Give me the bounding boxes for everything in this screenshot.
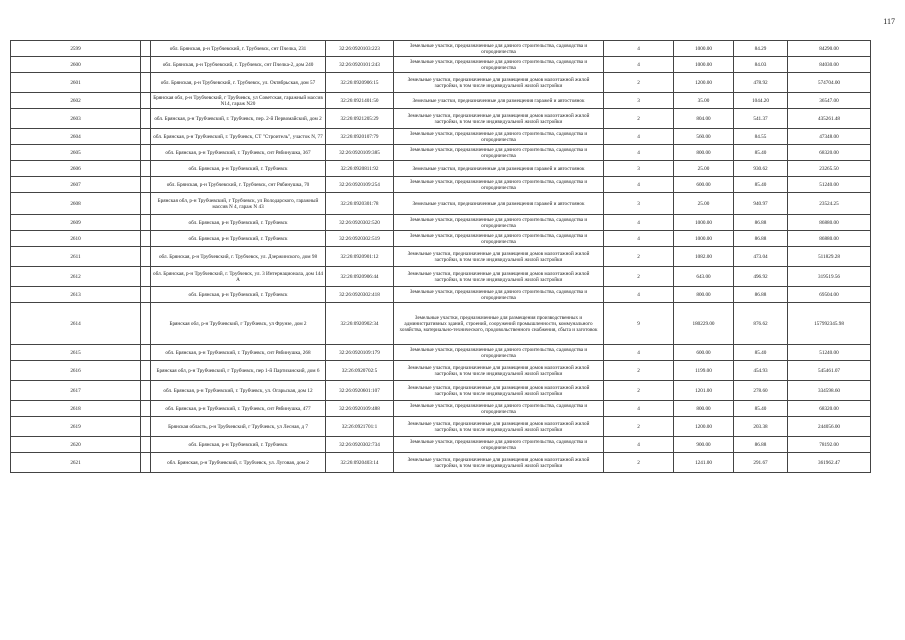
cadastral-number-cell: 32:26:0920301:78 [326, 193, 394, 215]
cadastral-value-cell: 68320.00 [788, 145, 871, 161]
group-number-cell: 4 [604, 401, 674, 417]
address-cell: обл. Брянская, р-н Трубчевский, г. Трубчевск, пер. 2-й Первомайский, дом 2 [151, 109, 326, 129]
land-use-type-cell: Земельные участки, предназначенные для дачного строительства, садоводства и огородничества [394, 231, 604, 247]
cadastral-value-cell: 84290.00 [788, 41, 871, 57]
cadastral-number-cell: 32:26:0920403:14 [326, 453, 394, 473]
row-number-cell: 2618 [11, 401, 141, 417]
spacer-cell [141, 57, 151, 73]
cadastral-value-cell: 334598.60 [788, 381, 871, 401]
table-row [11, 401, 871, 417]
group-number-cell: 4 [604, 231, 674, 247]
cadastral-number-cell: 32:26:0920109:488 [326, 401, 394, 417]
specific-value-cell: 876.62 [734, 303, 788, 345]
specific-value-cell: 85.40 [734, 345, 788, 361]
land-use-type-cell: Земельные участки, предназначенные для размещения домов малоэтажной жилой застройки, в том числе индивидуальной жилой застройки [394, 73, 604, 93]
spacer-cell [141, 361, 151, 381]
table-row [11, 93, 871, 109]
spacer-cell [141, 41, 151, 57]
land-use-type-cell: Земельные участки, предназначенные для дачного строительства, садоводства и огородничества [394, 437, 604, 453]
cadastral-number-cell: 32:26:0920906:15 [326, 73, 394, 93]
table-row [11, 453, 871, 473]
table-row [11, 109, 871, 129]
row-number-cell: 2621 [11, 453, 141, 473]
group-number-cell: 2 [604, 247, 674, 267]
land-use-type-cell: Земельные участки, предназначенные для дачного строительства, садоводства и огородничества [394, 145, 604, 161]
land-use-type-cell: Земельные участки, предназначенные для дачного строительства, садоводства и огородничества [394, 129, 604, 145]
cadastral-number-cell: 32:26:0921401:50 [326, 93, 394, 109]
cadastral-value-cell: 545461.07 [788, 361, 871, 381]
table-row [11, 247, 871, 267]
land-use-type-cell: Земельные участки, предназначенные для дачного строительства, садоводства и огородничества [394, 287, 604, 303]
cadastral-value-cell: 23524.25 [788, 193, 871, 215]
spacer-cell [141, 161, 151, 177]
specific-value-cell: 86.88 [734, 437, 788, 453]
row-number-cell: 2614 [11, 303, 141, 345]
table-row [11, 73, 871, 93]
address-cell: обл. Брянская, р-н Трубчевский, г. Трубчевск, снт Пчелка-2, дом 240 [151, 57, 326, 73]
group-number-cell: 4 [604, 129, 674, 145]
group-number-cell: 2 [604, 73, 674, 93]
address-cell: обл. Брянская, р-н Трубчевский, г. Трубчевск, снт Рябинушка, 367 [151, 145, 326, 161]
specific-value-cell: 291.67 [734, 453, 788, 473]
cadastral-value-cell: 47348.00 [788, 129, 871, 145]
cadastral-number-cell: 32:26:0920103:223 [326, 41, 394, 57]
address-cell: обл. Брянская, р-н Трубчевский, г. Трубчевск [151, 231, 326, 247]
row-number-cell: 2609 [11, 215, 141, 231]
group-number-cell: 3 [604, 193, 674, 215]
specific-value-cell: 541.37 [734, 109, 788, 129]
cadastral-value-cell: 435261.48 [788, 109, 871, 129]
specific-value-cell: 84.03 [734, 57, 788, 73]
row-number-cell: 2613 [11, 287, 141, 303]
land-use-type-cell: Земельные участки, предназначенные для размещения домов малоэтажной жилой застройки, в том числе индивидуальной жилой застройки [394, 453, 604, 473]
table-row [11, 417, 871, 437]
area-cell: 35.00 [674, 93, 734, 109]
row-number-cell: 2608 [11, 193, 141, 215]
spacer-cell [141, 437, 151, 453]
spacer-cell [141, 303, 151, 345]
land-use-type-cell: Земельные участки, предназначенные для дачного строительства, садоводства и огородничества [394, 57, 604, 73]
cadastral-number-cell: 32:26:0920901:12 [326, 247, 394, 267]
cadastral-value-cell: 78192.00 [788, 437, 871, 453]
row-number-cell: 2612 [11, 267, 141, 287]
spacer-cell [141, 381, 151, 401]
address-cell: обл. Брянская, р-н Трубчевский, г. Трубчевск, ул. Дзержинского, дом 98 [151, 247, 326, 267]
land-use-type-cell: Земельные участки, предназначенные для размещения гаражей и автостоянок [394, 193, 604, 215]
spacer-cell [141, 231, 151, 247]
table-row [11, 193, 871, 215]
cadastral-value-cell: 86880.00 [788, 215, 871, 231]
address-cell: обл. Брянская, р-н Трубчевский, г. Трубчевск, снт Рябинушка, 268 [151, 345, 326, 361]
area-cell: 180229.00 [674, 303, 734, 345]
address-cell: обл. Брянская, р-н Трубчевский, г. Трубчевск, снт Рябинушка, 477 [151, 401, 326, 417]
land-use-type-cell: Земельные участки, предназначенные для дачного строительства, садоводства и огородничества [394, 177, 604, 193]
group-number-cell: 2 [604, 361, 674, 381]
spacer-cell [141, 287, 151, 303]
row-number-cell: 2615 [11, 345, 141, 361]
row-number-cell: 2620 [11, 437, 141, 453]
row-number-cell: 2600 [11, 57, 141, 73]
table-row [11, 267, 871, 287]
cadastral-number-cell: 32:26:0920902:34 [326, 303, 394, 345]
group-number-cell: 3 [604, 93, 674, 109]
group-number-cell: 2 [604, 267, 674, 287]
cadastral-value-cell: 69504.00 [788, 287, 871, 303]
area-cell: 25.00 [674, 161, 734, 177]
area-cell: 1000.00 [674, 41, 734, 57]
group-number-cell: 2 [604, 453, 674, 473]
spacer-cell [141, 109, 151, 129]
table-row [11, 161, 871, 177]
cadastral-number-cell: 32:26:0921701:1 [326, 417, 394, 437]
address-cell: обл. Брянская, р-н Трубчевский, г. Трубчевск [151, 161, 326, 177]
land-use-type-cell: Земельные участки, предназначенные для размещения домов малоэтажной жилой застройки, в том числе индивидуальной жилой застройки [394, 247, 604, 267]
area-cell: 900.00 [674, 437, 734, 453]
table-body [11, 41, 871, 473]
row-number-cell: 2603 [11, 109, 141, 129]
specific-value-cell: 86.88 [734, 287, 788, 303]
table-row [11, 437, 871, 453]
specific-value-cell: 930.62 [734, 161, 788, 177]
area-cell: 800.00 [674, 145, 734, 161]
cadastral-value-cell: 319519.56 [788, 267, 871, 287]
area-cell: 643.00 [674, 267, 734, 287]
spacer-cell [141, 345, 151, 361]
area-cell: 804.00 [674, 109, 734, 129]
area-cell: 1200.00 [674, 417, 734, 437]
group-number-cell: 4 [604, 287, 674, 303]
specific-value-cell: 454.93 [734, 361, 788, 381]
land-use-type-cell: Земельные участки, предназначенные для размещения гаражей и автостоянок [394, 161, 604, 177]
group-number-cell: 4 [604, 437, 674, 453]
land-use-type-cell: Земельные участки, предназначенные для дачного строительства, садоводства и огородничества [394, 345, 604, 361]
address-cell: Брянская обл, р-н Трубчевский, г Трубчевск, ул Советская, гаражный массив N14, гараж N20 [151, 93, 326, 109]
table-row [11, 381, 871, 401]
land-use-type-cell: Земельные участки, предназначенные для дачного строительства, садоводства и огородничества [394, 215, 604, 231]
cadastral-number-cell: 32:26:0920101:243 [326, 57, 394, 73]
cadastral-value-cell: 84030.00 [788, 57, 871, 73]
group-number-cell: 4 [604, 177, 674, 193]
address-cell: обл. Брянская, р-н Трубчевский, г. Трубчевск, ул. Октябрьская, дом 57 [151, 73, 326, 93]
cadastral-number-cell: 32:26:0920302:734 [326, 437, 394, 453]
area-cell: 1082.00 [674, 247, 734, 267]
cadastral-number-cell: 32:26:0920107:79 [326, 129, 394, 145]
table-row [11, 41, 871, 57]
table-row [11, 345, 871, 361]
address-cell: обл. Брянская, р-н Трубчевский, г. Трубчевск, ул. Луговая, дом 2 [151, 453, 326, 473]
row-number-cell: 2605 [11, 145, 141, 161]
spacer-cell [141, 93, 151, 109]
specific-value-cell: 85.40 [734, 401, 788, 417]
cadastral-number-cell: 32:26:0920109:385 [326, 145, 394, 161]
cadastral-number-cell: 32:26:0921205:29 [326, 109, 394, 129]
specific-value-cell: 473.04 [734, 247, 788, 267]
cadastral-value-cell: 36547.00 [788, 93, 871, 109]
table-row [11, 145, 871, 161]
specific-value-cell: 478.92 [734, 73, 788, 93]
group-number-cell: 4 [604, 145, 674, 161]
spacer-cell [141, 247, 151, 267]
row-number-cell: 2607 [11, 177, 141, 193]
cadastral-number-cell: 32:26:0920601:107 [326, 381, 394, 401]
cadastral-number-cell: 32:26:0920109:254 [326, 177, 394, 193]
address-cell: обл. Брянская, р-н Трубчевский, г. Трубчевск, ул. 3 Интернационала, дом 144 А [151, 267, 326, 287]
cadastral-number-cell: 32:26:0920302:418 [326, 287, 394, 303]
row-number-cell: 2619 [11, 417, 141, 437]
group-number-cell: 4 [604, 215, 674, 231]
table-row [11, 57, 871, 73]
cadastral-value-cell: 157992345.98 [788, 303, 871, 345]
group-number-cell: 2 [604, 417, 674, 437]
table-row [11, 215, 871, 231]
row-number-cell: 2617 [11, 381, 141, 401]
specific-value-cell: 85.40 [734, 177, 788, 193]
row-number-cell: 2599 [11, 41, 141, 57]
page-number: 117 [883, 17, 895, 26]
land-use-type-cell: Земельные участки, предназначенные для дачного строительства, садоводства и огородничества [394, 401, 604, 417]
group-number-cell: 2 [604, 109, 674, 129]
table-row [11, 287, 871, 303]
specific-value-cell: 496.92 [734, 267, 788, 287]
row-number-cell: 2604 [11, 129, 141, 145]
group-number-cell: 4 [604, 345, 674, 361]
area-cell: 1000.00 [674, 215, 734, 231]
cadastral-value-table [10, 40, 871, 473]
group-number-cell: 9 [604, 303, 674, 345]
cadastral-value-cell: 86880.00 [788, 231, 871, 247]
table-row [11, 129, 871, 145]
cadastral-value-cell: 51240.00 [788, 177, 871, 193]
cadastral-number-cell: 32:26:0920906:44 [326, 267, 394, 287]
address-cell: обл. Брянская, р-н Трубчевский, г. Трубчевск [151, 215, 326, 231]
cadastral-number-cell: 32:26:0920302:519 [326, 231, 394, 247]
area-cell: 25.00 [674, 193, 734, 215]
specific-value-cell: 84.55 [734, 129, 788, 145]
area-cell: 1199.00 [674, 361, 734, 381]
area-cell: 1201.00 [674, 381, 734, 401]
row-number-cell: 2610 [11, 231, 141, 247]
address-cell: обл. Брянская, р-н Трубчевский, г. Трубчевск, снт Пчелка, 231 [151, 41, 326, 57]
row-number-cell: 2616 [11, 361, 141, 381]
group-number-cell: 4 [604, 57, 674, 73]
area-cell: 560.00 [674, 129, 734, 145]
specific-value-cell: 84.29 [734, 41, 788, 57]
address-cell: Брянская обл, р-н Трубчевский, г Трубчевск, ул Фрунзе, дом 2 [151, 303, 326, 345]
spacer-cell [141, 453, 151, 473]
specific-value-cell: 86.88 [734, 231, 788, 247]
land-use-type-cell: Земельные участки, предназначенные для размещения производственных и административных зданий, строений, сооружений промышленности, коммунального хозяйства, материально-технического, продовольственного снабжения, сбыта и заготовок [394, 303, 604, 345]
cadastral-number-cell: 32:26:0920302:520 [326, 215, 394, 231]
row-number-cell: 2602 [11, 93, 141, 109]
spacer-cell [141, 401, 151, 417]
cadastral-value-cell: 361962.47 [788, 453, 871, 473]
area-cell: 1200.00 [674, 73, 734, 93]
land-use-type-cell: Земельные участки, предназначенные для размещения домов малоэтажной жилой застройки, в том числе индивидуальной жилой застройки [394, 361, 604, 381]
area-cell: 800.00 [674, 401, 734, 417]
row-number-cell: 2606 [11, 161, 141, 177]
table-row [11, 361, 871, 381]
area-cell: 1241.00 [674, 453, 734, 473]
land-use-type-cell: Земельные участки, предназначенные для размещения домов малоэтажной жилой застройки, в том числе индивидуальной жилой застройки [394, 417, 604, 437]
spacer-cell [141, 267, 151, 287]
cadastral-number-cell: 32:26:0920109:179 [326, 345, 394, 361]
spacer-cell [141, 177, 151, 193]
spacer-cell [141, 193, 151, 215]
table-row [11, 177, 871, 193]
address-cell: обл. Брянская, р-н Трубчевский, г. Трубчевск, снт Рябинушка, 70 [151, 177, 326, 193]
group-number-cell: 3 [604, 161, 674, 177]
address-cell: Брянская область, р-н Трубчевский, г Трубчевск, ул Лесная, д 7 [151, 417, 326, 437]
address-cell: обл. Брянская, р-н Трубчевский, г. Трубчевск, ул. Огарьская, дом 12 [151, 381, 326, 401]
area-cell: 600.00 [674, 345, 734, 361]
address-cell: обл. Брянская, р-н Трубчевский, г. Трубчевск [151, 287, 326, 303]
address-cell: обл. Брянская, р-н Трубчевский, г. Трубчевск [151, 437, 326, 453]
land-use-type-cell: Земельные участки, предназначенные для размещения домов малоэтажной жилой застройки, в том числе индивидуальной жилой застройки [394, 381, 604, 401]
group-number-cell: 2 [604, 381, 674, 401]
cadastral-value-cell: 244056.00 [788, 417, 871, 437]
spacer-cell [141, 215, 151, 231]
row-number-cell: 2611 [11, 247, 141, 267]
land-use-type-cell: Земельные участки, предназначенные для размещения гаражей и автостоянок [394, 93, 604, 109]
cadastral-value-cell: 68320.00 [788, 401, 871, 417]
spacer-cell [141, 129, 151, 145]
cadastral-number-cell: 32:26:0920811:92 [326, 161, 394, 177]
cadastral-value-cell: 51240.00 [788, 345, 871, 361]
cadastral-value-cell: 23265.50 [788, 161, 871, 177]
area-cell: 800.00 [674, 287, 734, 303]
group-number-cell: 4 [604, 41, 674, 57]
specific-value-cell: 278.60 [734, 381, 788, 401]
land-use-type-cell: Земельные участки, предназначенные для размещения домов малоэтажной жилой застройки, в том числе индивидуальной жилой застройки [394, 109, 604, 129]
address-cell: Брянская обл, р-н Трубчевский, г Трубчевск, пер 1-й Партизанский, дом 6 [151, 361, 326, 381]
address-cell: Брянская обл, р-н Трубчевский, г Трубчевск, ул Володарского, гаражный массив N 4, гараж N 43 [151, 193, 326, 215]
cadastral-value-cell: 574704.00 [788, 73, 871, 93]
cadastral-number-cell: 32:26:0920702:5 [326, 361, 394, 381]
spacer-cell [141, 73, 151, 93]
specific-value-cell: 85.40 [734, 145, 788, 161]
specific-value-cell: 1044.20 [734, 93, 788, 109]
area-cell: 1000.00 [674, 57, 734, 73]
area-cell: 600.00 [674, 177, 734, 193]
specific-value-cell: 86.88 [734, 215, 788, 231]
address-cell: обл. Брянская, р-н Трубчевский, г. Трубчевск, СТ "Строитель", участок N, 77 [151, 129, 326, 145]
land-use-type-cell: Земельные участки, предназначенные для дачного строительства, садоводства и огородничества [394, 41, 604, 57]
row-number-cell: 2601 [11, 73, 141, 93]
land-use-type-cell: Земельные участки, предназначенные для размещения домов малоэтажной жилой застройки, в том числе индивидуальной жилой застройки [394, 267, 604, 287]
specific-value-cell: 940.97 [734, 193, 788, 215]
table-row [11, 303, 871, 345]
specific-value-cell: 203.38 [734, 417, 788, 437]
area-cell: 1000.00 [674, 231, 734, 247]
cadastral-value-cell: 511829.28 [788, 247, 871, 267]
spacer-cell [141, 417, 151, 437]
table-row [11, 231, 871, 247]
spacer-cell [141, 145, 151, 161]
